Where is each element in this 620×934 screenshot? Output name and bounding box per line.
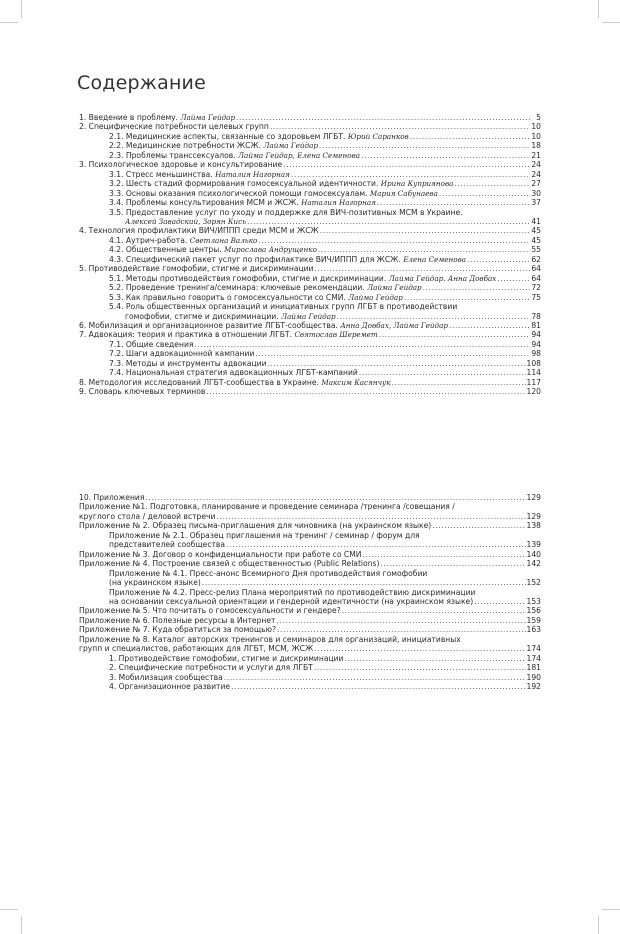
toc-entry-text: Приложение № 4.2. Пресс-релиз Плана мероприятий по противодействию дискриминации <box>109 587 476 597</box>
toc-entry-title <box>109 198 376 207</box>
dot-leader <box>314 664 526 673</box>
toc-entry-title <box>79 625 276 634</box>
toc-entry-title <box>109 245 317 254</box>
toc-entry-page-number: 190 <box>526 672 541 682</box>
toc-entry-title <box>109 588 475 597</box>
toc-entry-text: 5. Противодействие гомофобии, стигме и дискриминации <box>79 264 314 274</box>
toc-entry-page-number: 78 <box>531 311 541 321</box>
toc-entry[interactable] <box>79 663 541 672</box>
toc-entry-text: групп и специалистов, работающих для ЛГБТ, МСМ, ЖСЖ <box>79 644 314 654</box>
dot-leader <box>359 369 526 378</box>
toc-entry[interactable] <box>79 512 541 521</box>
dot-leader <box>206 388 525 397</box>
toc-entry[interactable] <box>79 198 541 207</box>
toc-entry-page-number: 114 <box>526 368 541 378</box>
toc-entry[interactable] <box>79 625 541 634</box>
toc-entry[interactable] <box>79 189 541 198</box>
toc-entry-title <box>109 673 223 682</box>
toc-entry-text: 6. Мобилизация и организационное развитие ЛГБТ-сообщества. <box>79 320 341 330</box>
toc-entry-page-number: 159 <box>526 615 541 625</box>
toc-entry-title <box>79 160 282 169</box>
toc-entry[interactable] <box>79 531 541 540</box>
toc-entry-text: 7.3. Методы и инструменты адвокации <box>109 358 267 368</box>
toc-entry-page-number: 108 <box>526 358 541 368</box>
crop-mark-top-right-v <box>598 0 599 18</box>
toc-entry-text: Приложение № 3. Договор о конфиденциальности при работе со СМИ <box>79 549 362 559</box>
toc-entry[interactable] <box>79 217 541 226</box>
dot-leader <box>194 340 530 349</box>
dot-leader <box>362 550 525 559</box>
toc-entry-title <box>109 255 466 264</box>
toc-entry-page-number: 153 <box>526 596 541 606</box>
toc-entry-page-number: 174 <box>526 644 541 654</box>
toc-entry-text: Приложение №1. Подготовка, планирование и проведение семинара /тренинга /совещания / <box>79 502 455 512</box>
toc-entry[interactable] <box>79 493 541 502</box>
toc-entry[interactable] <box>79 502 541 511</box>
toc-entry-title <box>109 170 290 179</box>
dot-leader <box>216 512 525 521</box>
dot-leader <box>337 312 531 321</box>
toc-entry-text: 7.2. Шаги адвокационной кампании <box>109 349 255 359</box>
toc-entry[interactable] <box>79 387 541 396</box>
crop-mark-bottom-right-h <box>602 909 620 910</box>
toc-entry-text: Приложение № 4.1. Пресс-анонс Всемирного Дня противодействия гомофобии <box>109 568 428 578</box>
toc-entry-author: Лайма Гейдар <box>367 283 422 293</box>
crop-mark-bottom-right-v <box>598 916 599 934</box>
dot-leader <box>255 350 530 359</box>
crop-mark-bottom-left-h <box>0 909 18 910</box>
toc-entry-title <box>79 321 448 330</box>
dot-leader <box>277 626 526 635</box>
toc-entry-text: 3.5. Предоставление услуг по уходу и поддержке для ВИЧ-позитивных МСМ в Украине. <box>109 207 463 217</box>
toc-entry-text: представителей сообщества <box>109 540 226 550</box>
toc-entry-text: 4.1. Аутрич-работа. <box>109 235 190 245</box>
toc-entry[interactable] <box>79 349 541 358</box>
toc-entry-author: Лайма Гейдар. Анна Довбах <box>388 273 497 283</box>
toc-entry-text: Приложение № 2.1. Образец приглашения на тренинг / семинар / форум для <box>109 530 420 540</box>
toc-entry-page-number: 10 <box>531 122 541 132</box>
dot-leader <box>454 180 530 189</box>
dot-leader <box>497 274 530 283</box>
toc-entry[interactable] <box>79 654 541 663</box>
toc-entry-page-number: 98 <box>531 349 541 359</box>
toc-entry-title <box>79 226 319 235</box>
dot-leader <box>283 161 530 170</box>
toc-entry[interactable] <box>79 578 541 587</box>
toc-entry-text: 4.3. Специфический пакет услуг по профилактике ВИЧ/ИППП для ЖСЖ. <box>109 254 404 264</box>
toc-entry[interactable] <box>79 521 541 530</box>
toc-entry-title <box>79 644 313 653</box>
toc-entry-text: 3.3. Основы оказания психологической помощи гомосексуалам. <box>109 188 370 198</box>
toc-entry-title <box>109 340 193 349</box>
toc-entry-title <box>109 208 463 217</box>
dot-leader <box>377 199 530 208</box>
dot-leader <box>439 189 530 198</box>
toc-entry-page-number: 163 <box>526 625 541 635</box>
toc-entry-title <box>109 359 267 368</box>
dot-leader <box>231 683 525 692</box>
toc-entry-title <box>109 236 257 245</box>
toc-entry[interactable] <box>79 559 541 568</box>
toc-entry-page-number: 138 <box>526 521 541 531</box>
dot-leader <box>224 673 526 682</box>
toc-entry-author: Анна Довбах, Лайма Гейдар <box>340 320 448 330</box>
toc-entry-page-number: 45 <box>531 226 541 236</box>
toc-entry-author: Елена Семенова <box>403 254 467 264</box>
toc-entry-page-number: 64 <box>531 273 541 283</box>
toc-entry-title <box>109 368 358 377</box>
toc-entry-page-number: 30 <box>531 188 541 198</box>
toc-entry-page-number: 156 <box>526 606 541 616</box>
dot-leader <box>432 522 525 531</box>
dot-leader <box>258 236 530 245</box>
toc-entry-text: Приложение № 5. Что почитать о гомосексуальности и гендере? <box>79 606 341 616</box>
toc-entry-title <box>79 606 341 615</box>
toc-entry[interactable] <box>79 264 541 273</box>
toc-entry-title <box>125 312 336 321</box>
dot-leader <box>319 142 530 151</box>
toc-entry-title <box>79 264 314 273</box>
toc-entry-page-number: 10 <box>531 131 541 141</box>
toc-entry-title <box>109 189 438 198</box>
toc-entry-author: Лайма Гейдар <box>281 311 336 321</box>
toc-entry-text: 2. Специфические потребности и услуги для ЛГБТ <box>109 663 313 673</box>
dot-leader <box>276 616 525 625</box>
dot-leader <box>345 654 526 663</box>
toc-entry-text: Приложение № 6. Полезные ресурсы в Интернет <box>79 615 276 625</box>
toc-entry-author: Алексей Завадский, Зорян Кись <box>125 216 247 226</box>
toc-entry-text: 4. Организационное развитие <box>109 682 231 692</box>
toc-entry-page-number: 152 <box>526 578 541 588</box>
toc-entry-title <box>79 387 205 396</box>
toc-entry-text: 2. Специфические потребности целевых групп <box>79 122 269 132</box>
toc-entry-author: Лайма Гейдар, Елена Семенова <box>238 150 361 160</box>
toc-entry[interactable] <box>79 245 541 254</box>
toc-entry[interactable] <box>79 597 541 606</box>
toc-entry-title <box>79 122 269 131</box>
toc-entry-page-number: 21 <box>531 150 541 160</box>
toc-entry-page-number: 24 <box>531 160 541 170</box>
toc-entry-text: гомофобии, стигме и дискриминации. <box>125 311 282 321</box>
toc-entry-text: Приложение № 4. Построение связей с общественностью (Public Relations) <box>79 559 380 569</box>
toc-entry[interactable] <box>79 550 541 559</box>
toc-entry-title <box>109 132 409 141</box>
toc-entry[interactable] <box>79 330 541 339</box>
toc-entry[interactable] <box>79 226 541 235</box>
toc-entry[interactable] <box>79 359 541 368</box>
toc-entry-page-number: 192 <box>526 682 541 692</box>
toc-entry[interactable] <box>79 682 541 691</box>
toc-entry[interactable] <box>79 274 541 283</box>
dot-leader <box>449 321 530 330</box>
toc-entry-text: 3. Психологическое здоровье и консультирование <box>79 160 283 170</box>
toc-entry[interactable] <box>79 616 541 625</box>
dot-leader <box>314 645 525 654</box>
toc-entry-page-number: 81 <box>531 320 541 330</box>
toc-entry-author: Юрий Саранков <box>347 131 409 141</box>
toc-entry[interactable] <box>79 236 541 245</box>
toc-entry-text: 5.4. Роль общественных организаций и инициативных групп ЛГБТ в противодействии <box>109 302 458 312</box>
dot-leader <box>467 255 530 264</box>
toc-entry-page-number: 37 <box>531 198 541 208</box>
toc-entry-author: Святослав Шеремет <box>294 330 378 340</box>
dot-leader <box>392 378 526 387</box>
toc-entry-page-number: 139 <box>526 540 541 550</box>
toc-entry-author: Лайма Гейдар <box>180 113 236 122</box>
toc-entry-title <box>79 502 455 511</box>
toc-entry[interactable] <box>79 569 541 578</box>
toc-entry-page-number: 94 <box>531 330 541 340</box>
toc-entry-title <box>109 179 453 188</box>
toc-entry-author: Мирослава Андрущенко <box>224 245 317 255</box>
toc-entry-author: Ирина Куприянова <box>380 179 454 189</box>
dot-leader <box>379 331 531 340</box>
toc-entry-text: на основании сексуальной ориентации и гендерной идентичности (на украинском языке) <box>109 596 474 606</box>
toc-entry-page-number: 27 <box>531 179 541 189</box>
toc-entry-title <box>79 493 144 502</box>
toc-entry-title <box>109 293 403 302</box>
toc-entry-page-number: 5 <box>536 113 541 122</box>
dot-leader <box>226 541 525 550</box>
crop-mark-bottom-left-v <box>21 916 22 934</box>
toc-entry-title <box>109 569 427 578</box>
dot-leader <box>474 597 525 606</box>
toc-entry-title <box>109 597 473 606</box>
toc-entry-text: 3.4. Проблемы консультирования МСМ и ЖСЖ. <box>109 198 302 208</box>
toc-entry-text: 2.3. Проблемы транссексуалов. <box>109 150 239 160</box>
dot-leader <box>236 113 532 122</box>
toc-entry-title <box>109 283 422 292</box>
toc-entry-title <box>109 531 420 540</box>
toc-entry-title <box>79 113 235 122</box>
toc-entry-title <box>109 654 344 663</box>
toc-entry[interactable] <box>79 673 541 682</box>
toc-entry-text: 1. Противодействие гомофобии, стигме и дискриминации <box>109 653 344 663</box>
toc-entry-title <box>79 521 431 530</box>
toc-entry[interactable] <box>79 312 541 321</box>
toc-entry-page-number: 129 <box>526 511 541 521</box>
dot-leader <box>404 293 531 302</box>
toc-entry-author: Наталия Нагорная <box>301 198 376 208</box>
toc-entry-page-number: 62 <box>531 254 541 264</box>
toc-entry-text: 3. Мобилизация сообщества <box>109 672 223 682</box>
toc-entry-page-number: 174 <box>526 653 541 663</box>
toc-entry-title <box>125 217 246 226</box>
toc-entry-text: 5.1. Методы противодействия гомофобии, стигме и дискриминации. <box>109 273 389 283</box>
toc-entry-title <box>79 512 215 521</box>
toc-entry[interactable] <box>79 293 541 302</box>
toc-entry-text: 4.2. Общественные центры. <box>109 245 225 255</box>
toc-entry-title <box>79 616 275 625</box>
toc-entry-title <box>109 274 496 283</box>
toc-entry[interactable] <box>79 321 541 330</box>
toc-entry[interactable] <box>79 170 541 179</box>
toc-entry-text: 4. Технология профилактики ВИЧ/ИППП среди МСМ и ЖСЖ <box>79 226 319 236</box>
dot-leader <box>342 607 526 616</box>
toc-entry-page-number: 18 <box>531 141 541 151</box>
toc-entry-page-number: 72 <box>531 283 541 293</box>
toc-entry-title <box>79 330 378 339</box>
toc-entry-page-number: 41 <box>531 216 541 226</box>
toc-entry[interactable] <box>79 540 541 549</box>
toc-entry[interactable] <box>79 588 541 597</box>
toc-entry-author: Лайма Гейдар <box>348 292 403 302</box>
toc-entry-text: (на украинском языке) <box>109 578 201 588</box>
toc-entry-page-number: 181 <box>526 663 541 673</box>
crop-mark-top-left-h <box>0 22 18 23</box>
dot-leader <box>380 560 525 569</box>
toc-entry-page-number: 140 <box>526 549 541 559</box>
crop-mark-top-left-v <box>21 0 22 18</box>
toc-entry-title <box>109 682 230 691</box>
toc-main-section <box>79 113 541 397</box>
toc-entry-title <box>79 378 391 387</box>
dot-leader <box>202 579 526 588</box>
toc-entry-page-number: 24 <box>531 169 541 179</box>
toc-entry-text: Приложение № 2. Образец письма-приглашения для чиновника (на украинском языке) <box>79 521 432 531</box>
toc-entry[interactable] <box>79 141 541 150</box>
toc-entry-title <box>109 141 318 150</box>
toc-entry-title <box>109 302 457 311</box>
toc-entry-title <box>109 578 201 587</box>
toc-entry-author: Максим Касянчук <box>321 377 391 387</box>
toc-entry-page-number: 55 <box>531 245 541 255</box>
toc-entry[interactable] <box>79 644 541 653</box>
toc-entry[interactable] <box>79 160 541 169</box>
toc-entry-author: Мария Сабунаева <box>369 188 438 198</box>
toc-entry-text: 5.3. Как правильно говорить о гомосексуальности со СМИ. <box>109 292 349 302</box>
toc-entry-text: 7.4. Национальная стратегия адвокационных ЛГБТ-кампаний <box>109 368 358 378</box>
toc-entry-text: 7. Адвокация: теория и практика в отношении ЛГБТ. <box>79 330 295 340</box>
dot-leader <box>423 284 531 293</box>
page-title: Содержание <box>77 72 206 94</box>
toc-entry-text: 9. Словарь ключевых терминов <box>79 387 206 397</box>
toc-entry[interactable] <box>79 606 541 615</box>
toc-entry-text: 8. Методология исследований ЛГБТ-сообщества в Украине. <box>79 377 322 387</box>
toc-entry-page-number: 94 <box>531 339 541 349</box>
dot-leader <box>361 151 530 160</box>
toc-entry-title <box>109 663 313 672</box>
toc-entry[interactable] <box>79 132 541 141</box>
toc-entry-text: Приложение № 7. Куда обратиться за помощью? <box>79 625 276 635</box>
toc-entry-page-number: 142 <box>526 559 541 569</box>
toc-entry-text: 1. Введение в проблему. <box>79 113 181 122</box>
toc-entry-page-number: 45 <box>531 235 541 245</box>
toc-entry[interactable] <box>79 208 541 217</box>
toc-entry-text: 2.2. Медицинские потребности ЖСЖ. <box>109 141 264 151</box>
dot-leader <box>410 132 531 141</box>
toc-entry[interactable] <box>79 113 541 122</box>
crop-mark-top-right-h <box>602 22 620 23</box>
toc-entry-page-number: 120 <box>526 387 541 397</box>
toc-entry-page-number: 75 <box>531 292 541 302</box>
toc-entry-text: 3.1. Стресс меньшинства. <box>109 169 216 179</box>
dot-leader <box>270 123 531 132</box>
toc-entry[interactable] <box>79 179 541 188</box>
toc-entry-author: Наталия Нагорная <box>215 169 290 179</box>
toc-entry-text: 10. Приложения <box>79 493 145 502</box>
dot-leader <box>291 170 530 179</box>
toc-entry-author: Светлана Валько <box>189 235 258 245</box>
toc-entry-title <box>79 635 461 644</box>
dot-leader <box>145 493 525 502</box>
toc-entry-text: Приложение № 8. Каталог авторских тренингов и семинаров для организаций, инициативных <box>79 634 461 644</box>
toc-entry-page-number: 64 <box>531 264 541 274</box>
toc-entry[interactable] <box>79 340 541 349</box>
toc-entry-text: 2.1. Медицинские аспекты, связанные со здоровьем ЛГБТ. <box>109 131 348 141</box>
dot-leader <box>315 265 531 274</box>
toc-entry[interactable] <box>79 302 541 311</box>
dot-leader <box>318 246 530 255</box>
toc-entry-text: 7.1. Общие сведения <box>109 339 194 349</box>
toc-entry-title <box>109 349 254 358</box>
toc-entry-text: круглого стола / деловой встречи <box>79 511 216 521</box>
toc-entry[interactable] <box>79 368 541 377</box>
toc-entry[interactable] <box>79 283 541 292</box>
toc-entry-text: 5.2. Проведение тренинга/семинара: ключевые рекомендации. <box>109 283 368 293</box>
dot-leader <box>268 359 526 368</box>
toc-entry[interactable] <box>79 151 541 160</box>
toc-entry[interactable] <box>79 255 541 264</box>
toc-entry-page-number: 117 <box>526 377 541 387</box>
toc-entry[interactable] <box>79 122 541 131</box>
toc-entry[interactable] <box>79 378 541 387</box>
toc-entry[interactable] <box>79 635 541 644</box>
toc-entry-title <box>109 151 360 160</box>
dot-leader <box>247 217 530 226</box>
toc-entry-page-number: 129 <box>526 493 541 502</box>
toc-entry-title <box>109 540 225 549</box>
dot-leader <box>320 227 531 236</box>
toc-appendix-section <box>79 493 541 692</box>
toc-entry-text: 3.2. Шесть стадий формирования гомосексуальной идентичности. <box>109 179 381 189</box>
toc-entry-author: Лайма Гейдар <box>263 141 318 151</box>
toc-entry-title <box>79 559 379 568</box>
toc-entry-title <box>79 550 361 559</box>
